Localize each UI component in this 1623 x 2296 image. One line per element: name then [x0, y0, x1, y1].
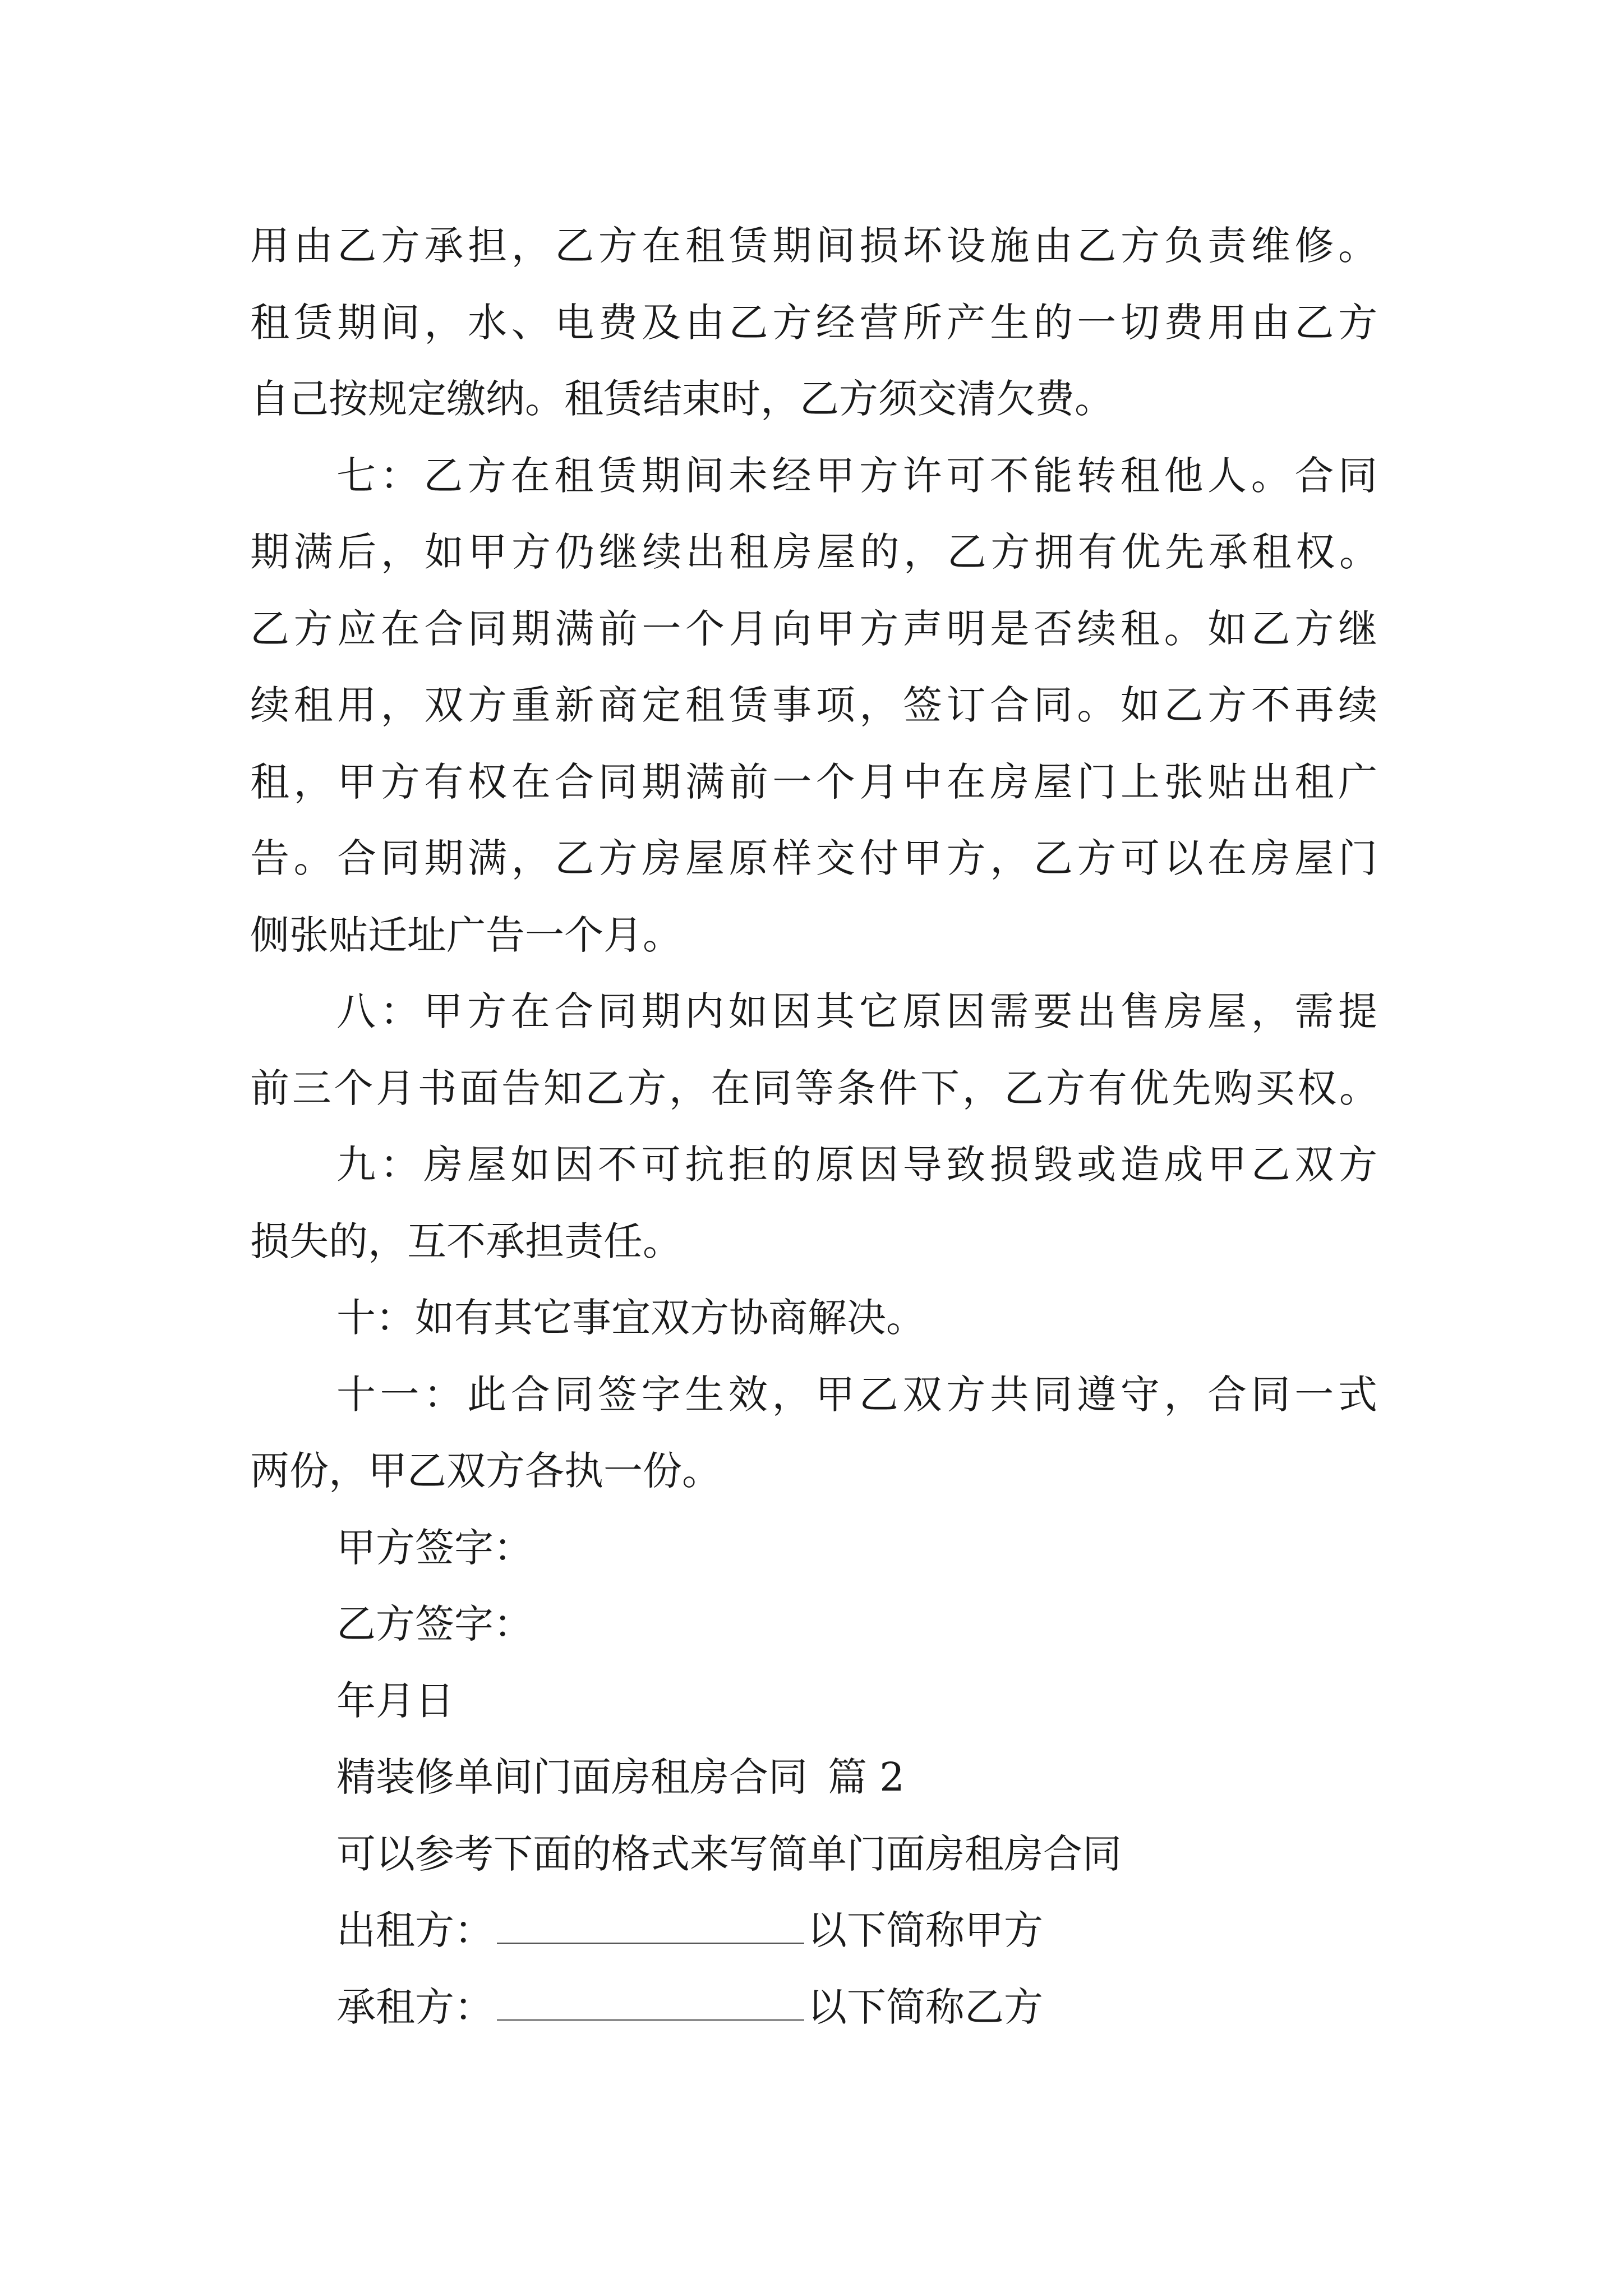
- paragraph-line: 租赁期间，水、电费及由乙方经营所产生的一切费用由乙方: [250, 299, 1377, 346]
- paragraph-line: 前三个月书面告知乙方，在同等条件下，乙方有优先购买权。: [250, 1065, 1377, 1111]
- document-body: [250, 208, 1377, 2045]
- clause-8-start: 八：甲方在合同期内如因其它原因需要出售房屋，需提: [336, 988, 1377, 1034]
- paragraph-line: 期满后，如甲方仍继续出租房屋的，乙方拥有优先承租权。: [250, 529, 1377, 575]
- lessor-suffix: 以下简称甲方: [808, 1907, 1043, 1953]
- paragraph-line: 租，甲方有权在合同期满前一个月中在房屋门上张贴出租广: [250, 758, 1377, 805]
- clause-10: 十：如有其它事宜双方协商解决。: [336, 1295, 925, 1341]
- paragraph-line: 告。合同期满，乙方房屋原样交付甲方，乙方可以在房屋门: [250, 835, 1377, 881]
- paragraph-line: 自己按规定缴纳。租赁结束时，乙方须交清欠费。: [250, 376, 1114, 422]
- lessee-line: [250, 1969, 1377, 2046]
- template-intro: 可以参考下面的格式来写简单门面房租房合同: [336, 1830, 1122, 1877]
- clause-9-start: 九：房屋如因不可抗拒的原因导致损毁或造成甲乙双方: [336, 1142, 1377, 1188]
- lessor-label: 出租方：: [336, 1907, 494, 1953]
- paragraph-line: 乙方应在合同期满前一个月向甲方声明是否续租。如乙方继: [250, 605, 1377, 652]
- section-label: 篇 2: [828, 1754, 905, 1800]
- clause-11-start: 十一：此合同签字生效，甲乙双方共同遵守，合同一式: [336, 1371, 1377, 1418]
- paragraph-line: 用由乙方承担，乙方在租赁期间损坏设施由乙方负责维修。: [250, 223, 1377, 269]
- lessee-blank-field: [497, 1986, 804, 2021]
- paragraph-line: 续租用，双方重新商定租赁事项，签订合同。如乙方不再续: [250, 682, 1377, 728]
- paragraph-line: 两份，甲乙双方各执一份。: [250, 1448, 721, 1494]
- lessee-suffix: 以下简称乙方: [808, 1984, 1043, 2030]
- paragraph-line: 损失的，互不承担责任。: [250, 1218, 682, 1264]
- lessee-label: 承租方：: [336, 1984, 494, 2030]
- paragraph-line: 侧张贴迁址广告一个月。: [250, 912, 682, 958]
- clause-7-start: 七：乙方在租赁期间未经甲方许可不能转租他人。合同: [336, 452, 1377, 499]
- section-heading: [250, 1739, 1377, 1816]
- date-label: 年月日: [336, 1677, 454, 1724]
- lessor-blank-field: [497, 1909, 804, 1944]
- party-b-signature-label: 乙方签字：: [336, 1601, 533, 1647]
- party-a-signature-label: 甲方签字：: [336, 1524, 533, 1571]
- section-title: 精装修单间门面房租房合同: [336, 1754, 808, 1800]
- lessor-line: [250, 1892, 1377, 1969]
